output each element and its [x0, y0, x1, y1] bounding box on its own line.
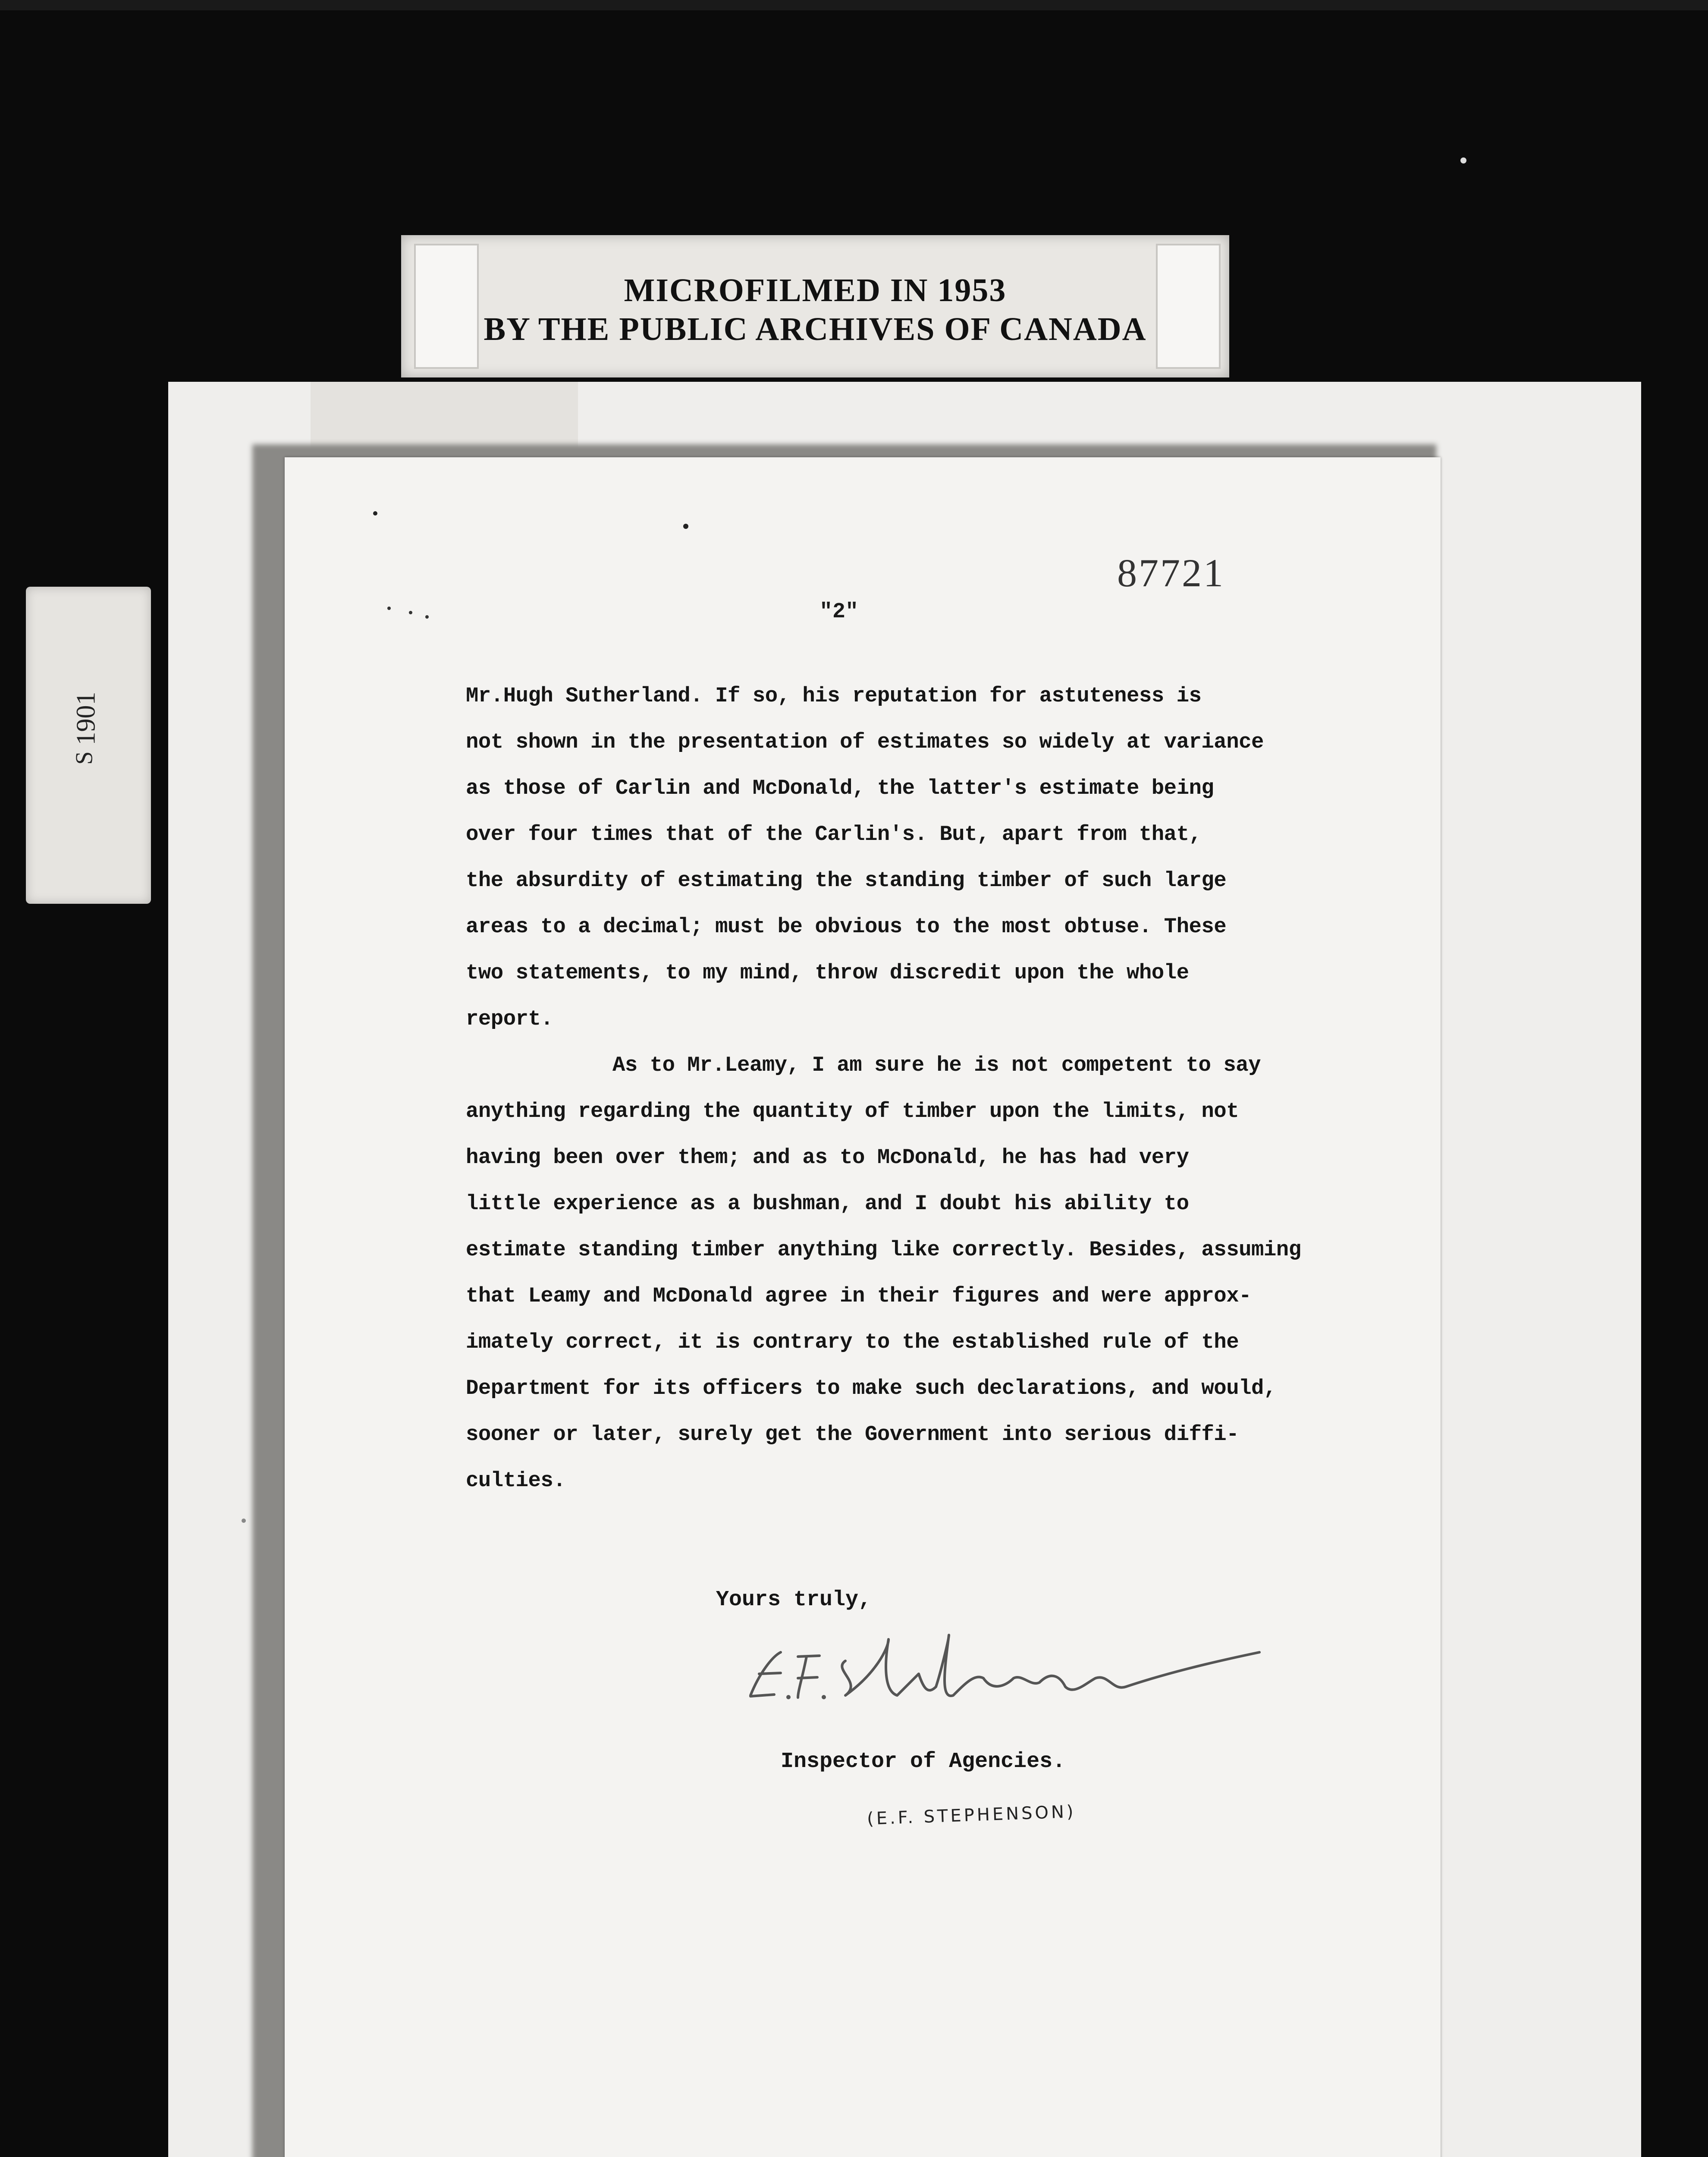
text-line: two statements, to my mind, throw discredit upon the whole	[466, 961, 1189, 985]
text-line: As to Mr.Leamy, I am sure he is not competent to say	[612, 1053, 1261, 1077]
text-line: Mr.Hugh Sutherland. If so, his reputation for astuteness is	[466, 684, 1202, 708]
text-line: having been over them; and as to McDonald, he has had very	[466, 1145, 1189, 1170]
text-line: imately correct, it is contrary to the established rule of the	[466, 1330, 1239, 1354]
text-line: sooner or later, surely get the Government into serious diffi-	[466, 1422, 1239, 1446]
side-tab-letter: S	[71, 751, 98, 765]
text-line: that Leamy and McDonald agree in their figures and were approx-	[466, 1284, 1252, 1308]
page-number: "2"	[819, 600, 859, 624]
signatory-title: Inspector of Agencies.	[781, 1749, 1066, 1774]
text-line: estimate standing timber anything like correctly. Besides, assuming	[466, 1238, 1301, 1262]
text-line: the absurdity of estimating the standing timber of such large	[466, 868, 1227, 893]
text-line: report.	[466, 1007, 553, 1031]
typed-name: (E.F. STEPHENSON)	[867, 1802, 1077, 1829]
archive-label-line1: MICROFILMED IN 1953	[624, 272, 1007, 308]
text-line: over four times that of the Carlin's. But, apart from that,	[466, 822, 1202, 846]
archive-label-line2: BY THE PUBLIC ARCHIVES OF CANADA	[484, 311, 1147, 347]
text-line: anything regarding the quantity of timber upon the limits, not	[466, 1099, 1239, 1123]
text-line: as those of Carlin and McDonald, the latter's estimate being	[466, 776, 1214, 800]
side-tab-year: 1901	[71, 692, 101, 745]
text-line: areas to a decimal; must be obvious to the most obtuse. These	[466, 915, 1227, 939]
text-line: not shown in the presentation of estimates so widely at variance	[466, 730, 1264, 754]
text-line: little experience as a bushman, and I doubt his ability to	[466, 1192, 1189, 1216]
text-line: culties.	[466, 1468, 566, 1493]
closing: Yours truly,	[716, 1588, 872, 1612]
text-line: Department for its officers to make such declarations, and would,	[466, 1376, 1276, 1400]
document-number: 87721	[1117, 551, 1225, 595]
